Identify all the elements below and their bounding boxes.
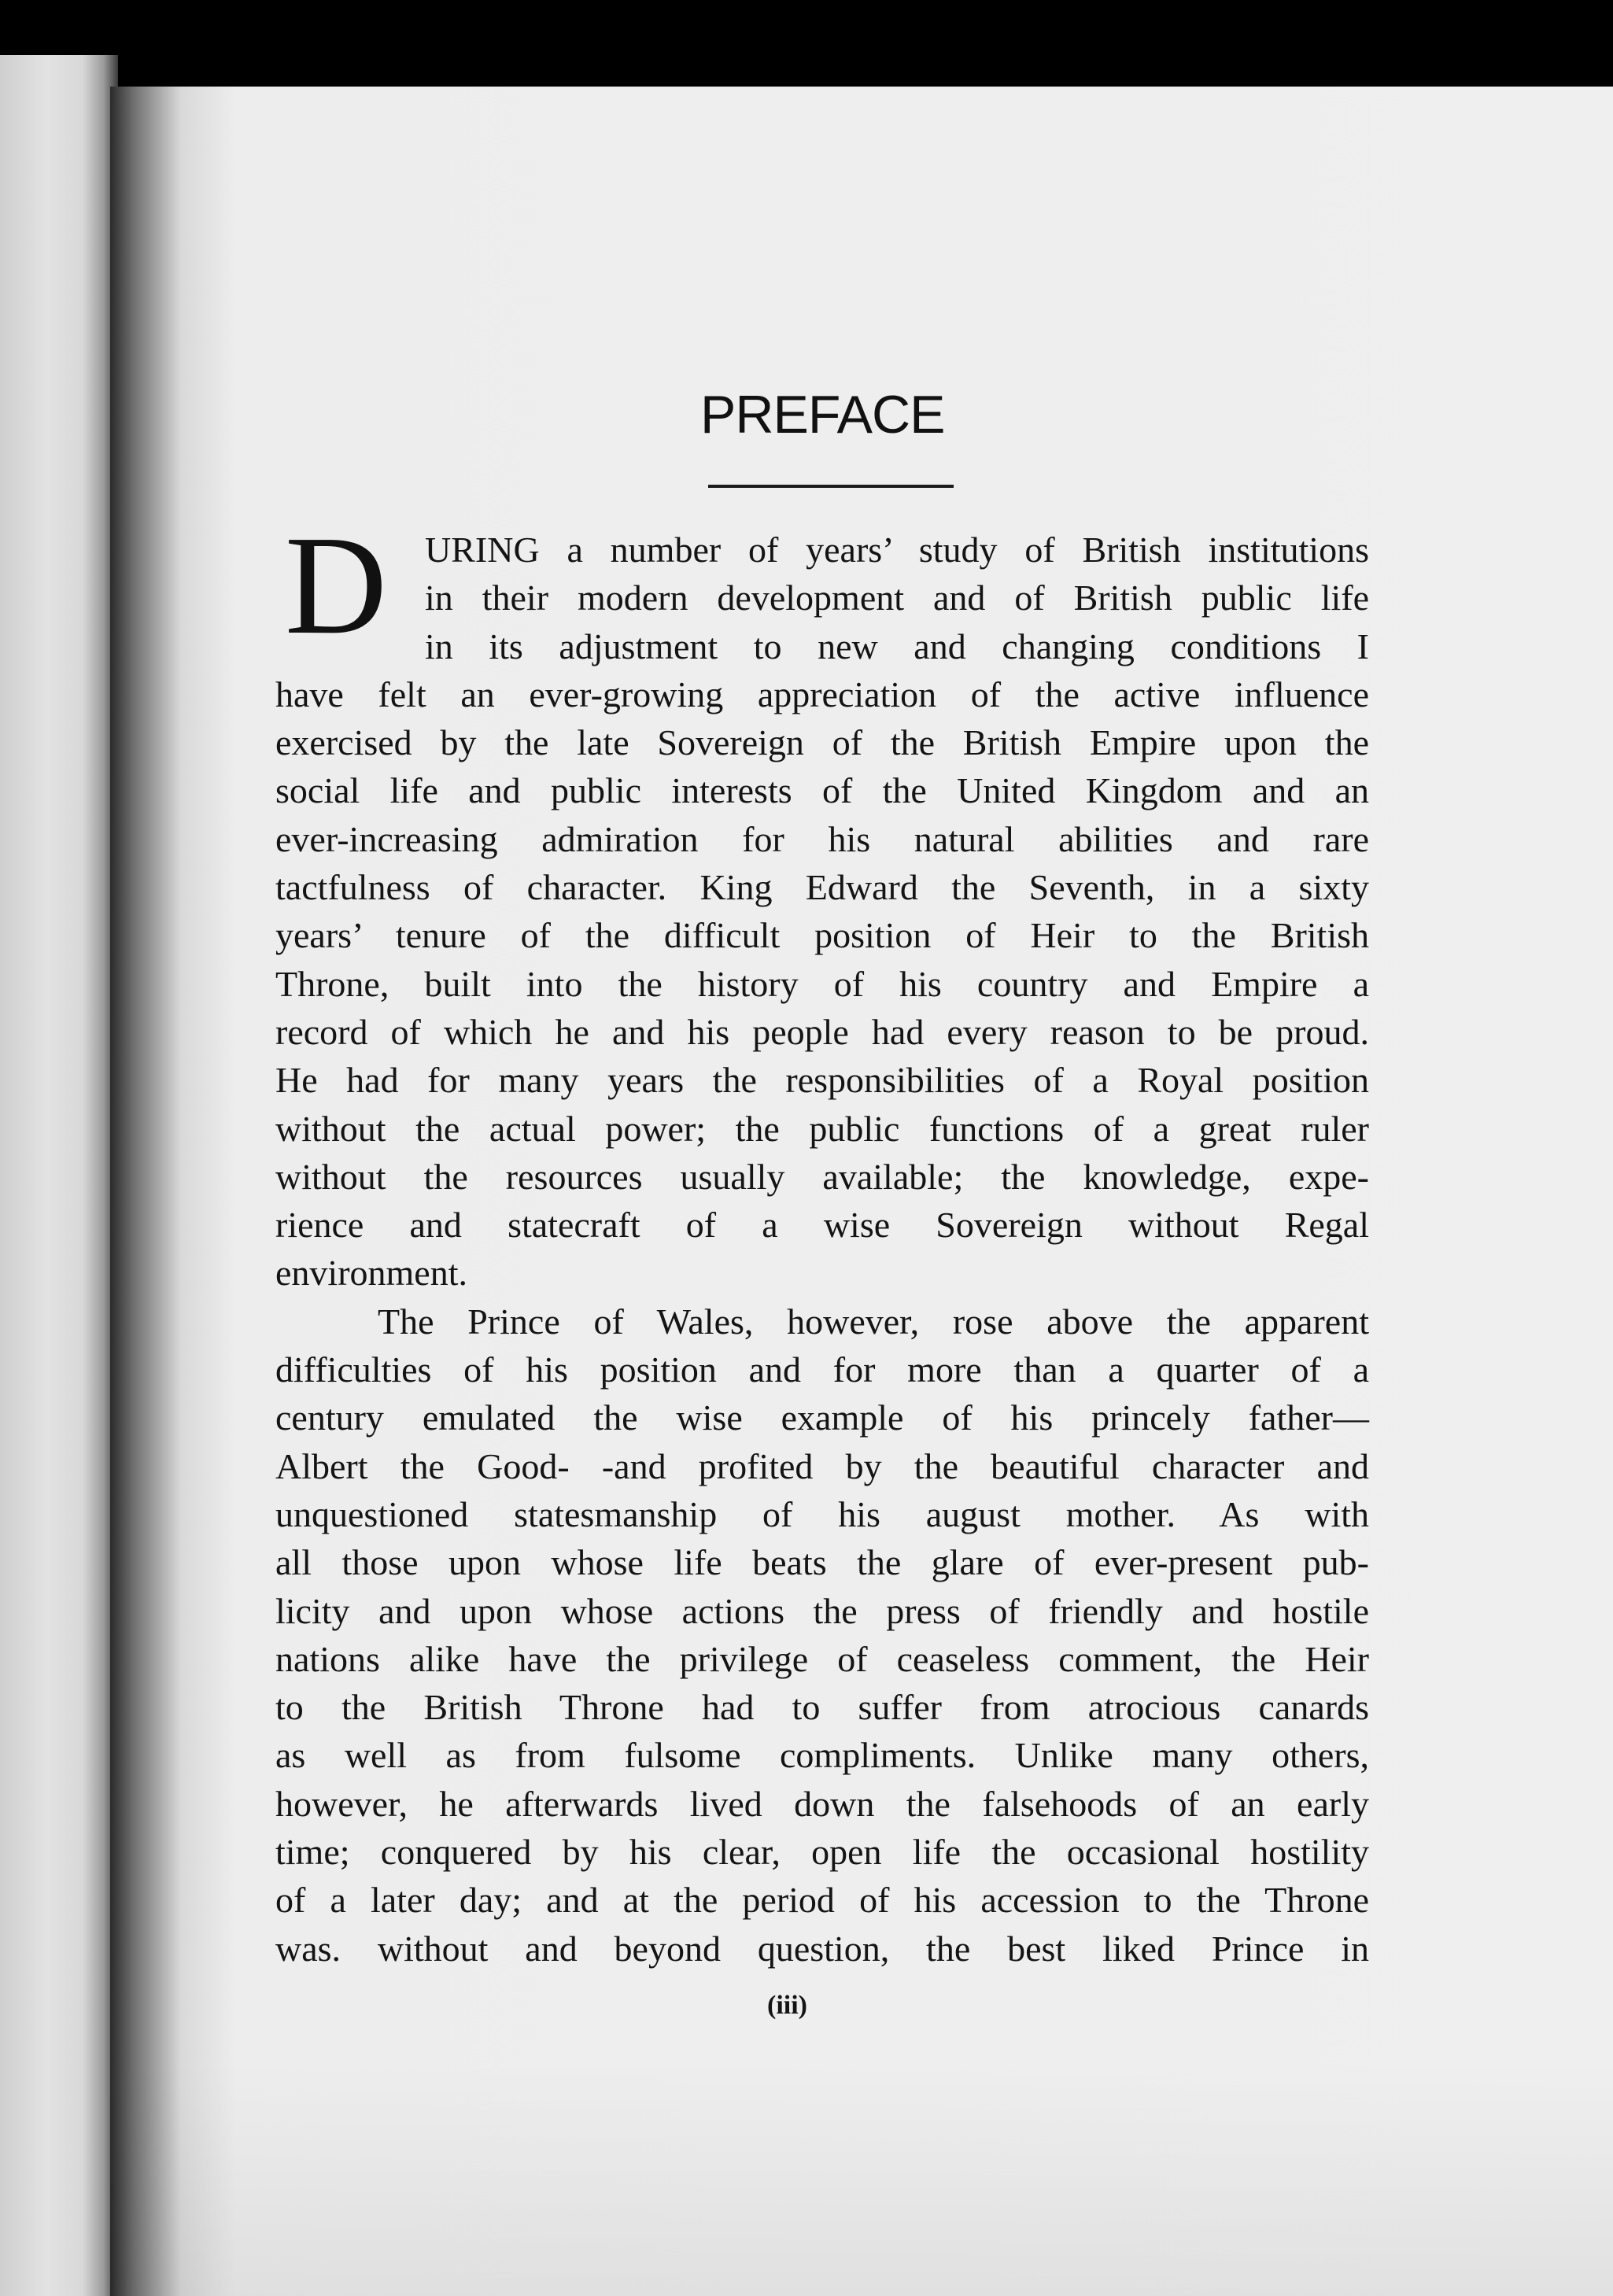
text-line: unquestioned statesmanship of his august mother. As with <box>275 1493 1369 1534</box>
text-line: without the resources usually available; the knowledge, expe- <box>275 1156 1369 1197</box>
previous-page-edge <box>0 55 118 2296</box>
text-line: time; conquered by his clear, open life the occasional hostility <box>275 1832 1369 1873</box>
text-line: URING a number of years’ study of British institutions <box>425 530 1369 570</box>
text-line: years’ tenure of the difficult position of Heir to the British <box>275 915 1369 956</box>
preface-body <box>275 526 1369 1973</box>
text-line: difficulties of his position and for more than a quarter of a <box>275 1349 1369 1390</box>
text-line: of a later day; and at the period of his accession to the Throne <box>275 1880 1369 1921</box>
text-line: to the British Throne had to suffer from atrocious canards <box>275 1687 1369 1728</box>
text-line: social life and public interests of the United Kingdom and an <box>275 770 1369 811</box>
text-line: as well as from fulsome compliments. Unlike many others, <box>275 1735 1369 1776</box>
text-line: Throne, built into the history of his country and Empire a <box>275 963 1369 1004</box>
page-title: PREFACE <box>700 385 945 445</box>
text-line: in its adjustment to new and changing conditions I <box>425 626 1369 666</box>
text-line: record of which he and his people had every reason to be proud. <box>275 1011 1369 1052</box>
drop-cap: D <box>285 507 387 663</box>
text-line: The Prince of Wales, however, rose above the apparent <box>378 1301 1369 1342</box>
text-line: ever-increasing admiration for his natural abilities and rare <box>275 818 1369 859</box>
title-underline <box>708 485 954 488</box>
text-line: all those upon whose life beats the glare of ever-present pub- <box>275 1542 1369 1583</box>
text-line: rience and statecraft of a wise Sovereign without Regal <box>275 1205 1369 1246</box>
text-line: was. without and beyond question, the best liked Prince in <box>275 1928 1369 1969</box>
text-line: without the actual power; the public functions of a great ruler <box>275 1108 1369 1149</box>
text-line: however, he afterwards lived down the falsehoods of an early <box>275 1783 1369 1824</box>
text-line: environment. <box>275 1253 467 1294</box>
text-line: have felt an ever-growing appreciation of the active influence <box>275 674 1369 714</box>
text-line: in their modern development and of British public life <box>425 578 1369 618</box>
page-number: (iii) <box>767 1991 807 2020</box>
text-line: Albert the Good- -and profited by the beautiful character and <box>275 1445 1369 1486</box>
text-line: tactfulness of character. King Edward the Seventh, in a sixty <box>275 867 1369 908</box>
page-shading <box>110 2060 1613 2296</box>
text-line: nations alike have the privilege of ceaseless comment, the Heir <box>275 1638 1369 1679</box>
text-line: century emulated the wise example of his princely father— <box>275 1397 1369 1438</box>
text-line: He had for many years the responsibilities of a Royal position <box>275 1060 1369 1101</box>
text-line: exercised by the late Sovereign of the British Empire upon the <box>275 722 1369 763</box>
text-line: licity and upon whose actions the press of friendly and hostile <box>275 1590 1369 1631</box>
